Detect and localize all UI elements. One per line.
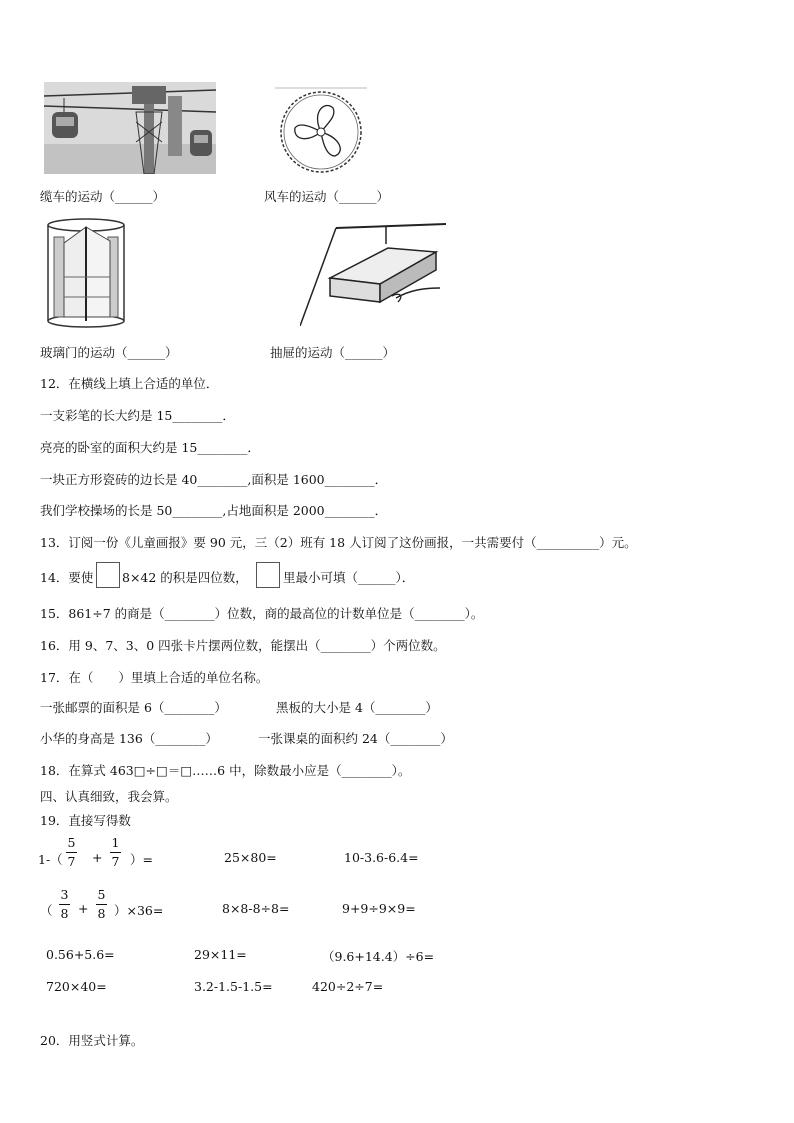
- q19-r1-a-suffix: ）=: [130, 852, 153, 867]
- glass-door-picture: [44, 217, 128, 329]
- q19-r2-fraction-2: [96, 888, 107, 921]
- fraction-numerator: 3: [60, 887, 69, 902]
- drawer-picture: [300, 222, 446, 326]
- q14-suffix: 里最小可填（______）．: [283, 570, 415, 585]
- fraction-numerator: 1: [111, 835, 120, 850]
- q19-r2-a-prefix: （: [40, 903, 53, 918]
- q18-text: 18．在算式 463□÷□＝□……6 中，除数最小应是（________）。: [40, 763, 411, 778]
- revolving-door-icon: [44, 217, 128, 329]
- fan-caption: 风车的运动（______）: [264, 189, 390, 204]
- q12-line-2: 亮亮的卧室的面积大约是 15________．: [40, 440, 260, 455]
- q19-r2-b: 8×8-8÷8=: [222, 901, 290, 916]
- fraction-numerator: 5: [97, 887, 106, 902]
- q19-r3-c: （9.6+14.4）÷6=: [322, 949, 435, 964]
- q16-text: 16．用 9、7、3、0 四张卡片摆两位数，能摆出（________）个两位数。: [40, 638, 446, 653]
- q19-r2-c: 9+9÷9×9=: [342, 901, 416, 916]
- q13-text: 13．订阅一份《儿童画报》要 90 元，三（2）班有 18 人订阅了这份画报，一共需要付（__________）元。: [40, 535, 637, 550]
- q12-title: 12．在横线上填上合适的单位．: [40, 376, 219, 391]
- q17-b: 黑板的大小是 4（________）: [276, 700, 438, 715]
- q19-r1-plus: +: [92, 850, 103, 865]
- q14-prefix: 14．要使: [40, 570, 94, 585]
- q14-digit-box: [96, 562, 120, 588]
- q19-r1-a-prefix: 1-（: [38, 852, 63, 867]
- q17-c: 小华的身高是 136（________）: [40, 731, 218, 746]
- windmill-fan-icon: [275, 86, 367, 176]
- fan-picture: [275, 86, 367, 176]
- section-4-heading: 四、认真细致，我会算。: [40, 789, 178, 804]
- q19-r2-plus: +: [78, 901, 89, 916]
- q19-r4-c: 420÷2÷7=: [312, 979, 384, 994]
- drawer-icon: [300, 222, 446, 326]
- q12-line-1: 一支彩笔的长大约是 15________．: [40, 408, 235, 423]
- q14-middle: 8×42 的积是四位数，: [122, 570, 248, 585]
- q17-a: 一张邮票的面积是 6（________）: [40, 700, 227, 715]
- q17-title: 17．在（ ）里填上合适的单位名称。: [40, 670, 269, 685]
- q19-r4-a: 720×40=: [46, 979, 107, 994]
- q19-r3-a: 0.56+5.6=: [46, 947, 115, 962]
- q19-r1-fraction-1: [66, 836, 77, 869]
- q19-r2-a-suffix: ）×36=: [114, 903, 164, 918]
- fraction-denominator: 7: [111, 854, 120, 869]
- q12-line-3: 一块正方形瓷砖的边长是 40________,面积是 1600________．: [40, 472, 388, 487]
- q19-r1-fraction-2: [110, 836, 121, 869]
- q19-r3-b: 29×11=: [194, 947, 247, 962]
- fraction-denominator: 7: [67, 854, 76, 869]
- q12-line-4: 我们学校操场的长是 50________,占地面积是 2000________．: [40, 503, 388, 518]
- q19-r4-b: 3.2-1.5-1.5=: [194, 979, 273, 994]
- fraction-numerator: 5: [67, 835, 76, 850]
- q15-text: 15．861÷7 的商是（________）位数，商的最高位的计数单位是（________）。: [40, 606, 484, 621]
- q20-title: 20．用竖式计算。: [40, 1033, 144, 1048]
- q17-d: 一张课桌的面积约 24（________）: [258, 731, 453, 746]
- q19-r1-b: 25×80=: [224, 850, 277, 865]
- glass-door-caption: 玻璃门的运动（______）: [40, 345, 178, 360]
- q19-r2-fraction-1: [59, 888, 70, 921]
- fraction-denominator: 8: [60, 906, 69, 921]
- cable-car-picture: [44, 82, 216, 174]
- drawer-caption: 抽屉的运动（______）: [270, 345, 396, 360]
- q19-title: 19．直接写得数: [40, 813, 131, 828]
- cable-car-caption: 缆车的运动（______）: [40, 189, 166, 204]
- q14-digit-box-2: [256, 562, 280, 588]
- q19-r1-c: 10-3.6-6.4=: [344, 850, 419, 865]
- fraction-denominator: 8: [97, 906, 106, 921]
- cable-car-icon: [44, 82, 216, 174]
